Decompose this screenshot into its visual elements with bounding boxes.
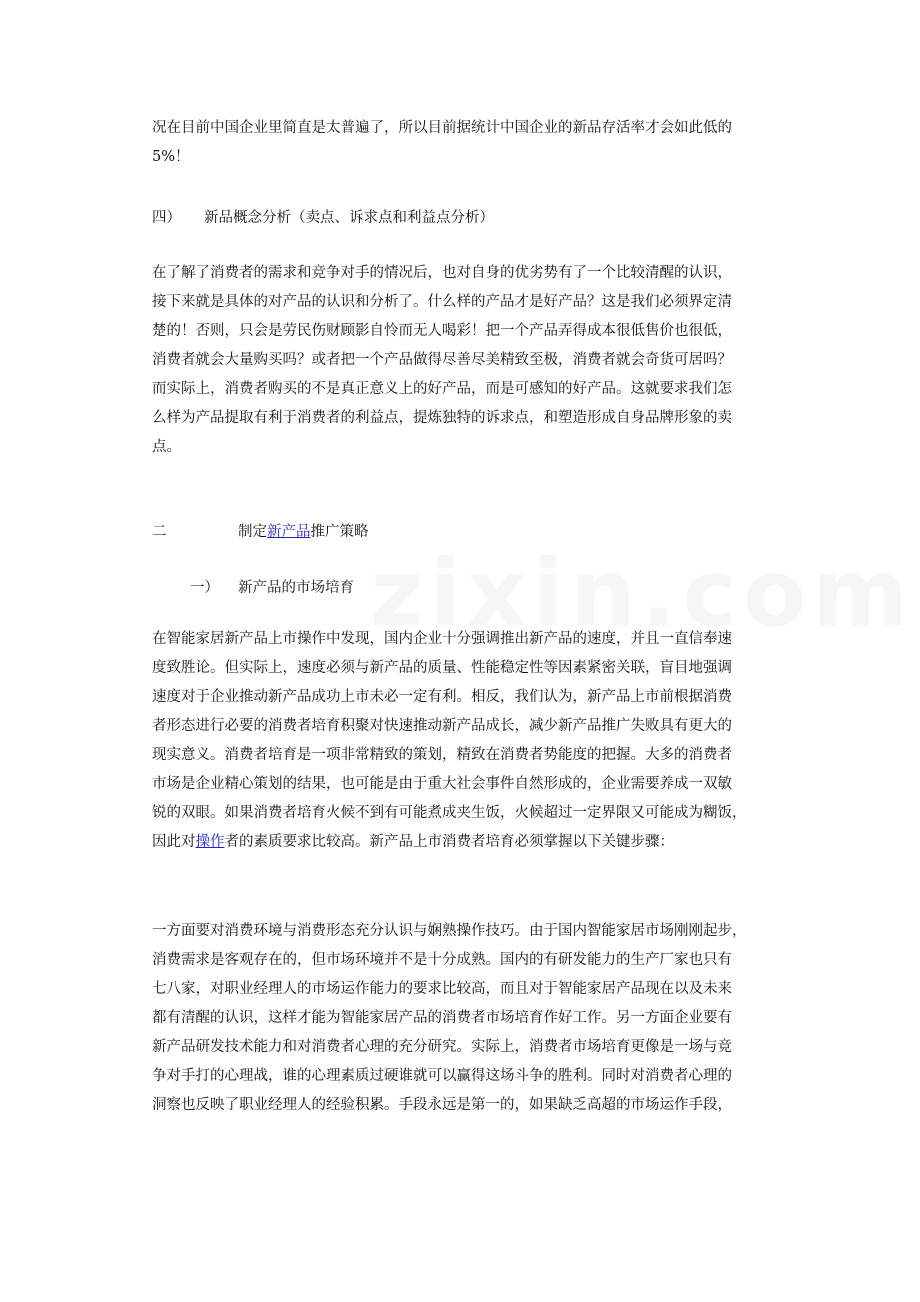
- section-heading-two: [152, 522, 369, 542]
- paragraph-line: 一方面要对消费环境与消费形态充分认识与娴熟操作技巧。由于国内智能家居市场刚刚起步，: [152, 923, 747, 939]
- paragraph-line: 者形态进行必要的消费者培育积聚对快速推动新产品成长，减少新产品推广失败具有更大的: [152, 718, 732, 734]
- paragraph-line: 点。: [152, 439, 181, 455]
- paragraph-line: 洞察也反映了职业经理人的经验积累。手段永远是第一的，如果缺乏高超的市场运作手段，: [152, 1097, 732, 1113]
- section-heading-four: [152, 208, 494, 228]
- intro-paragraph: [152, 114, 772, 172]
- operation-link[interactable]: 操作: [195, 834, 225, 850]
- paragraph-line: 消费者就会大量购买吗？或者把一个产品做得尽善尽美精致至极，消费者就会奇货可居吗？: [152, 352, 732, 368]
- paragraph-line: 而实际上，消费者购买的不是真正意义上的好产品，而是可感知的好产品。这就要求我们怎: [152, 381, 732, 397]
- paragraph-line: 速度对于企业推动新产品成功上市未必一定有利。相反，我们认为，新产品上市前根据消费: [152, 689, 732, 705]
- paragraph-line: 现实意义。消费者培育是一项非常精致的策划，精致在消费者势能度的把握。大多的消费者: [152, 747, 732, 763]
- paragraph-line: 七八家，对职业经理人的市场运作能力的要求比较高，而且对于智能家居产品现在以及未来: [152, 981, 732, 997]
- paragraph-line: [152, 828, 772, 857]
- concept-paragraph: [152, 259, 772, 462]
- paragraph-line: 在了解了消费者的需求和竞争对手的情况后，也对自身的优劣势有了一个比较清醒的认识，: [152, 265, 732, 281]
- market-paragraph: [152, 625, 772, 857]
- paragraph-line: 5%！: [152, 149, 190, 165]
- heading-title: 新产品的市场培育: [238, 580, 354, 596]
- paragraph-line: 消费需求是客观存在的，但市场环境并不是十分成熟。国内的有研发能力的生产厂家也只有: [152, 952, 732, 968]
- paragraph-line: 都有清醒的认识，这样才能为智能家居产品的消费者市场培育作好工作。另一方面企业要有: [152, 1010, 732, 1026]
- heading-number: 四）: [152, 210, 181, 226]
- new-product-link[interactable]: 新产品: [267, 524, 311, 540]
- heading-title: 新品概念分析（卖点、诉求点和利益点分析）: [204, 210, 494, 226]
- paragraph-line: 楚的！否则，只会是劳民伤财顾影自怜而无人喝彩！把一个产品弄得成本很低售价也很低，: [152, 323, 732, 339]
- heading-number: 一）: [190, 580, 219, 596]
- heading-prefix: 制定: [238, 524, 267, 540]
- environment-paragraph: [152, 917, 772, 1120]
- paragraph-line: 况在目前中国企业里简直是太普遍了，所以目前据统计中国企业的新品存活率才会如此低的: [152, 120, 732, 136]
- paragraph-line: 锐的双眼。如果消费者培育火候不到有可能煮成夹生饭，火候超过一定界限又可能成为糊饭，: [152, 805, 747, 821]
- paragraph-line: 新产品研发技术能力和对消费者心理的充分研究。实际上，消费者市场培育更像是一场与竞: [152, 1039, 732, 1055]
- heading-number: 二: [152, 524, 167, 540]
- line-suffix: 者的素质要求比较高。新产品上市消费者培育必须掌握以下关键步骤：: [224, 834, 674, 850]
- paragraph-line: 么样为产品提取有利于消费者的利益点，提炼独特的诉求点，和塑造形成自身品牌形象的卖: [152, 410, 732, 426]
- heading-suffix: 推广策略: [310, 524, 369, 540]
- line-prefix: 因此对: [152, 834, 196, 850]
- paragraph-line: 接下来就是具体的对产品的认识和分析了。什么样的产品才是好产品？这是我们必须界定清: [152, 294, 732, 310]
- paragraph-line: 度致胜论。但实际上，速度必须与新产品的质量、性能稳定性等因素紧密关联，盲目地强调: [152, 660, 732, 676]
- paragraph-line: 在智能家居新产品上市操作中发现，国内企业十分强调推出新产品的速度，并且一直信奉速: [152, 631, 732, 647]
- subsection-heading: [190, 578, 354, 598]
- heading-title: [238, 522, 369, 542]
- paragraph-line: 市场是企业精心策划的结果，也可能是由于重大社会事件自然形成的，企业需要养成一双敏: [152, 776, 732, 792]
- paragraph-line: 争对手打的心理战，谁的心理素质过硬谁就可以赢得这场斗争的胜利。同时对消费者心理的: [152, 1068, 732, 1084]
